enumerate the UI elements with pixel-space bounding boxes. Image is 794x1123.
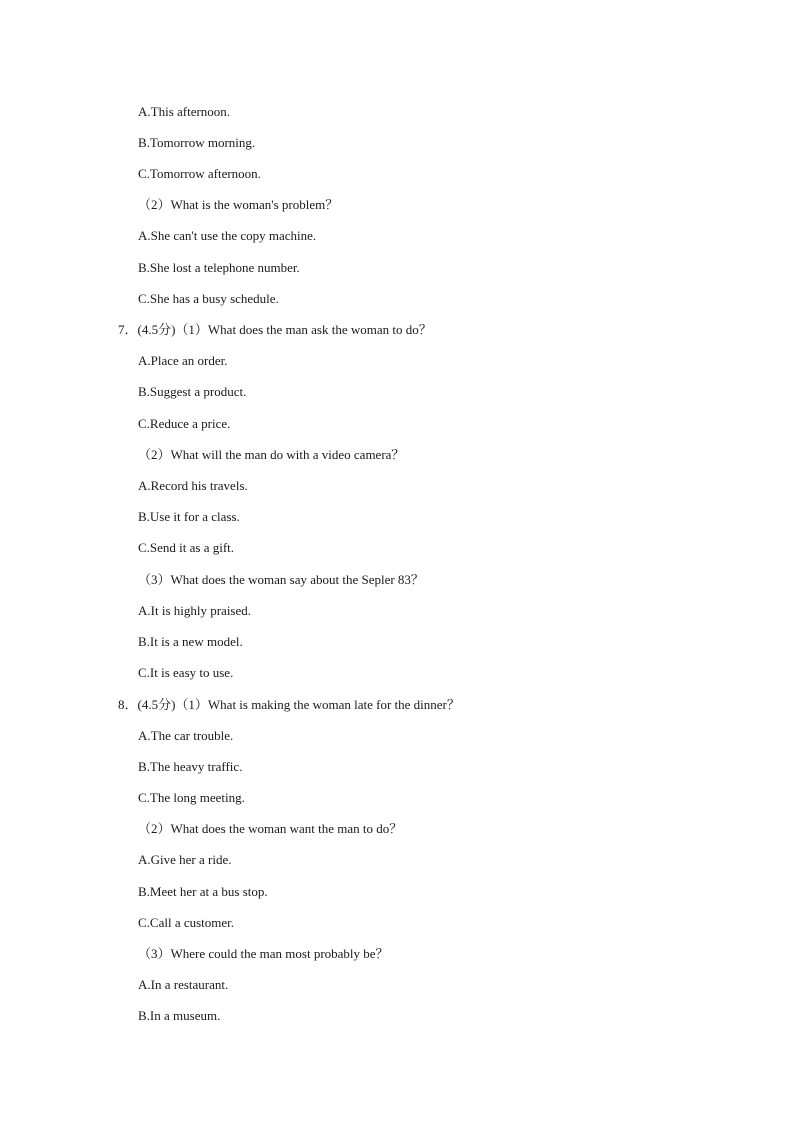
q7-1-option-b: B.Suggest a product. (138, 384, 247, 399)
q7-2-option-b: B.Use it for a class. (138, 509, 240, 524)
q7-heading: 7．(4.5分)（1）What does the man ask the woman to do？ (118, 322, 432, 337)
q7-3-option-b: B.It is a new model. (138, 634, 243, 649)
q7-1-option-a: A.Place an order. (138, 353, 228, 368)
q6-subquestion-2: （2）What is the woman's problem？ (138, 197, 339, 212)
q7-2-option-c: C.Send it as a gift. (138, 540, 235, 555)
q8-1-option-a: A.The car trouble. (138, 728, 234, 743)
q8-2-option-a: A.Give her a ride. (138, 852, 232, 867)
q8-subquestion-3: （3）Where could the man most probably be？ (138, 946, 389, 961)
q8-3-option-a: A.In a restaurant. (138, 977, 229, 992)
q8-2-option-c: C.Call a customer. (138, 915, 235, 930)
q6-2-option-a: A.She can't use the copy machine. (138, 228, 317, 243)
q6-1-option-c: C.Tomorrow afternoon. (138, 166, 261, 181)
q6-2-option-b: B.She lost a telephone number. (138, 260, 300, 275)
q6-2-option-c: C.She has a busy schedule. (138, 291, 279, 306)
q7-subquestion-3: （3）What does the woman say about the Sepler 83？ (138, 572, 424, 587)
q6-1-option-b: B.Tomorrow morning. (138, 135, 256, 150)
q7-subquestion-2: （2）What will the man do with a video camera？ (138, 447, 405, 462)
q8-3-option-b: B.In a museum. (138, 1008, 221, 1023)
q8-1-option-c: C.The long meeting. (138, 790, 245, 805)
q7-1-option-c: C.Reduce a price. (138, 416, 231, 431)
q8-subquestion-2: （2）What does the woman want the man to do？ (138, 821, 403, 836)
q7-3-option-a: A.It is highly praised. (138, 603, 252, 618)
q7-3-option-c: C.It is easy to use. (138, 665, 234, 680)
q8-2-option-b: B.Meet her at a bus stop. (138, 884, 268, 899)
q8-1-option-b: B.The heavy traffic. (138, 759, 243, 774)
q8-heading: 8．(4.5分)（1）What is making the woman late for the dinner？ (118, 697, 460, 712)
q7-2-option-a: A.Record his travels. (138, 478, 248, 493)
q6-1-option-a: A.This afternoon. (138, 104, 231, 119)
